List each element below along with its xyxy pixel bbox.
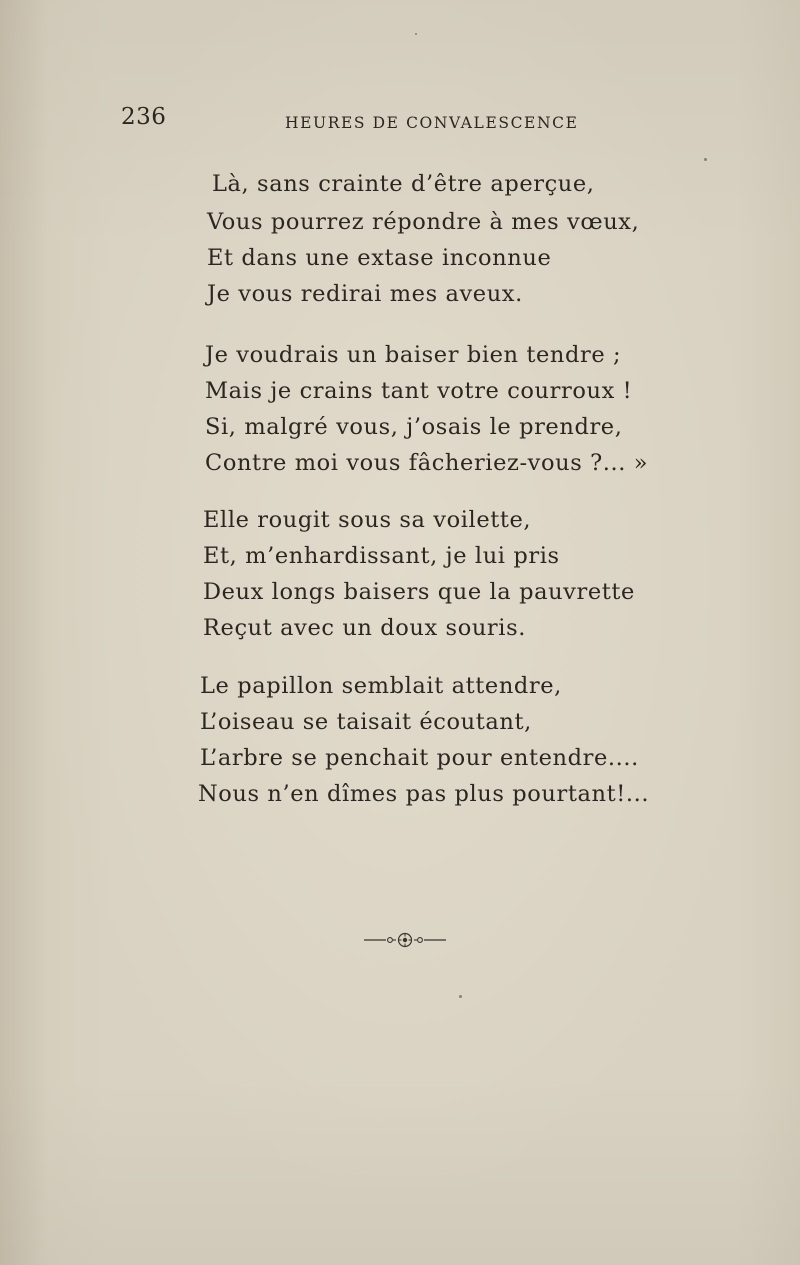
fleuron-ornament-icon [360, 930, 450, 950]
poem-line: Vous pourrez répondre à mes vœux, [207, 209, 640, 235]
paper-speck [704, 158, 707, 161]
poem-line: Elle rougit sous sa voilette, [203, 507, 532, 533]
poem-line: Et dans une extase inconnue [207, 245, 552, 271]
poem-line: Si, malgré vous, j’osais le prendre, [205, 414, 623, 440]
poem-line: Là, sans crainte d’être aperçue, [212, 171, 595, 197]
poem-line: Deux longs baisers que la pauvrette [203, 579, 635, 605]
poem-line: L’arbre se penchait pour entendre.... [200, 745, 639, 771]
poem-line: Je vous redirai mes aveux. [207, 281, 523, 307]
poem-line: Nous n’en dîmes pas plus pourtant!... [198, 781, 650, 807]
poem-line: Reçut avec un doux souris. [203, 615, 526, 641]
paper-speck [415, 33, 417, 35]
poem-line: Je voudrais un baiser bien tendre ; [205, 342, 622, 368]
poem-line: Et, m’enhardissant, je lui pris [203, 543, 560, 569]
running-header-title: HEURES DE CONVALESCENCE [285, 114, 579, 132]
poem-line: Le papillon semblait attendre, [200, 673, 562, 699]
page-number: 236 [121, 104, 167, 130]
poem-line: L’oiseau se taisait écoutant, [200, 709, 532, 735]
paper-speck [459, 995, 462, 998]
poem-line: Contre moi vous fâcheriez-vous ?... » [205, 450, 649, 476]
poem-line: Mais je crains tant votre courroux ! [205, 378, 633, 404]
